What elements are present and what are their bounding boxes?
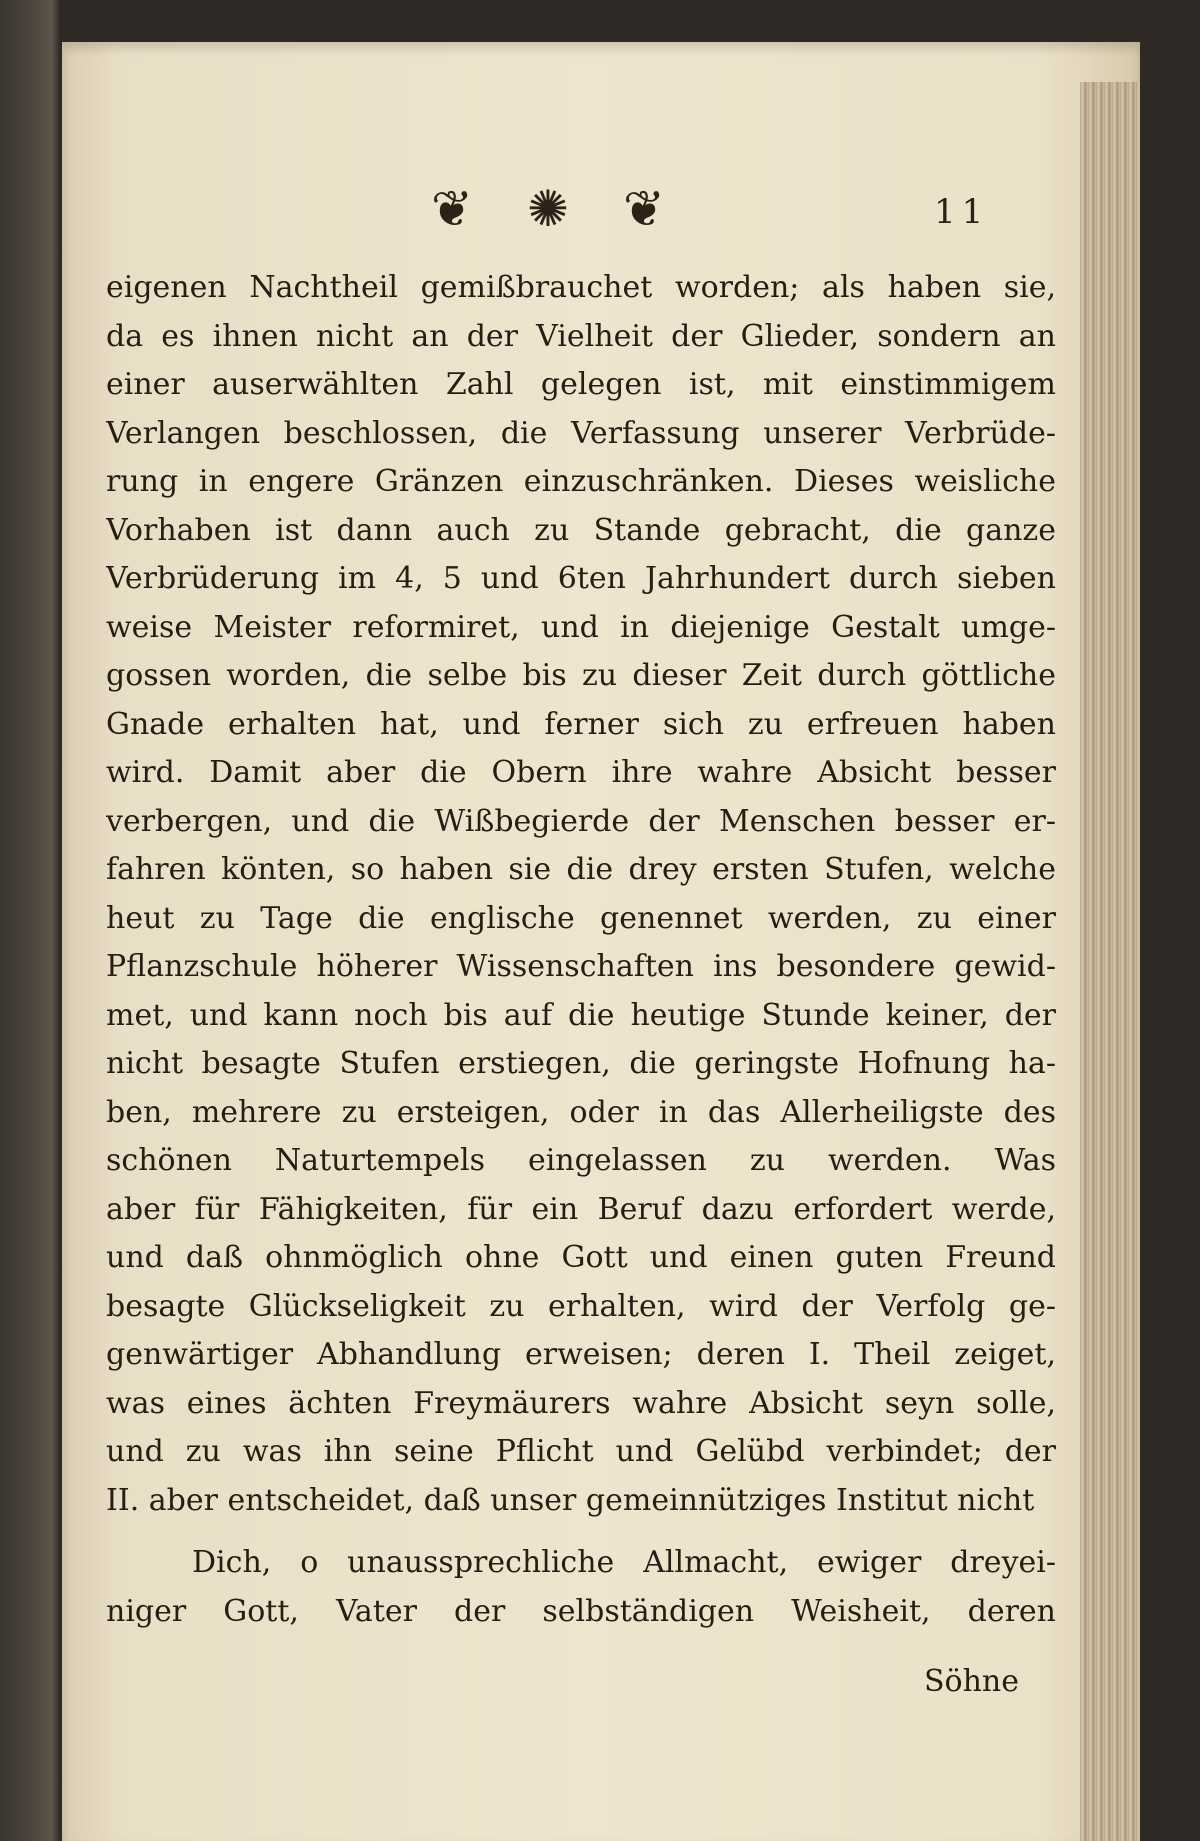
paragraph [106,1539,1056,1636]
text-line: wird. Damit aber die Obern ihre wahre Absicht besser [106,755,1056,790]
fleuron-icon: ❦ [431,180,473,238]
text-line: fahren könten, so haben sie die drey ersten Stufen, welche [106,852,1056,887]
text-line: Verbrüderung im 4, 5 und 6ten Jahrhundert durch sieben [106,561,1056,596]
text-line: Gnade erhalten hat, und ferner sich zu erfreuen haben [106,706,1056,742]
paragraph [106,264,1056,1525]
text-line: schönen Naturtempels eingelassen zu werden. Was [106,1143,1056,1178]
text-line: nicht besagte Stufen erstiegen, die geringste Hofnung ha- [106,1046,1056,1081]
text-line: genwärtiger Abhandlung erweisen; deren I. Theil zeiget, [106,1337,1056,1372]
text-line: ben, mehrere zu ersteigen, oder in das Allerheiligste des [106,1094,1056,1130]
text-line: gossen worden, die selbe bis zu dieser Zeit durch göttliche [106,658,1056,693]
fleuron-icon: ✺ [527,180,569,238]
text-line: eigenen Nachtheil gemißbrauchet worden; als haben sie, [106,270,1056,305]
text-line: niger Gott, Vater der selbständigen Weisheit, deren [106,1593,1056,1629]
page-header [62,162,1140,252]
text-line: Vorhaben ist dann auch zu Stande gebracht, die ganze [106,512,1056,548]
header-ornaments [422,180,674,238]
text-line: met, und kann noch bis auf die heutige Stunde keiner, der [106,997,1056,1033]
page-edge [1080,82,1140,1841]
catchword: Söhne [924,1664,1020,1699]
text-line: und zu was ihn seine Pflicht und Gelübd verbindet; der [106,1434,1056,1469]
page-number: 11 [934,192,990,232]
text-line: da es ihnen nicht an der Vielheit der Glieder, sondern an [106,318,1056,354]
text-line: heut zu Tage die englische genennet werden, zu einer [106,900,1056,936]
text-line: Dich, o unaussprechliche Allmacht, ewiger dreyei- [192,1545,1056,1580]
text-line: und daß ohnmöglich ohne Gott und einen guten Freund [106,1240,1056,1275]
text-line: II. aber entscheidet, daß unser gemeinnütziges Institut nicht [106,1482,1035,1518]
text-line: einer auserwählten Zahl gelegen ist, mit einstimmigem [106,367,1056,402]
text-line: Verlangen beschlossen, die Verfassung unserer Verbrüde- [106,415,1056,451]
text-line: verbergen, und die Wißbegierde der Menschen besser er- [106,803,1056,839]
text-line: Pflanzschule höherer Wissenschaften ins besondere gewid- [106,949,1056,984]
text-line: rung in engere Gränzen einzuschränken. Dieses weisliche [106,464,1056,499]
text-line: besagte Glückseligkeit zu erhalten, wird der Verfolg ge- [106,1288,1056,1324]
text-line: was eines ächten Freymäurers wahre Absicht seyn solle, [106,1385,1056,1421]
text-line: aber für Fähigkeiten, für ein Beruf dazu erfordert werde, [106,1191,1056,1227]
book-page [62,42,1140,1841]
body-text [106,264,1056,1636]
text-line: weise Meister reformiret, und in diejenige Gestalt umge- [106,609,1056,645]
fleuron-icon: ❦ [623,180,665,238]
